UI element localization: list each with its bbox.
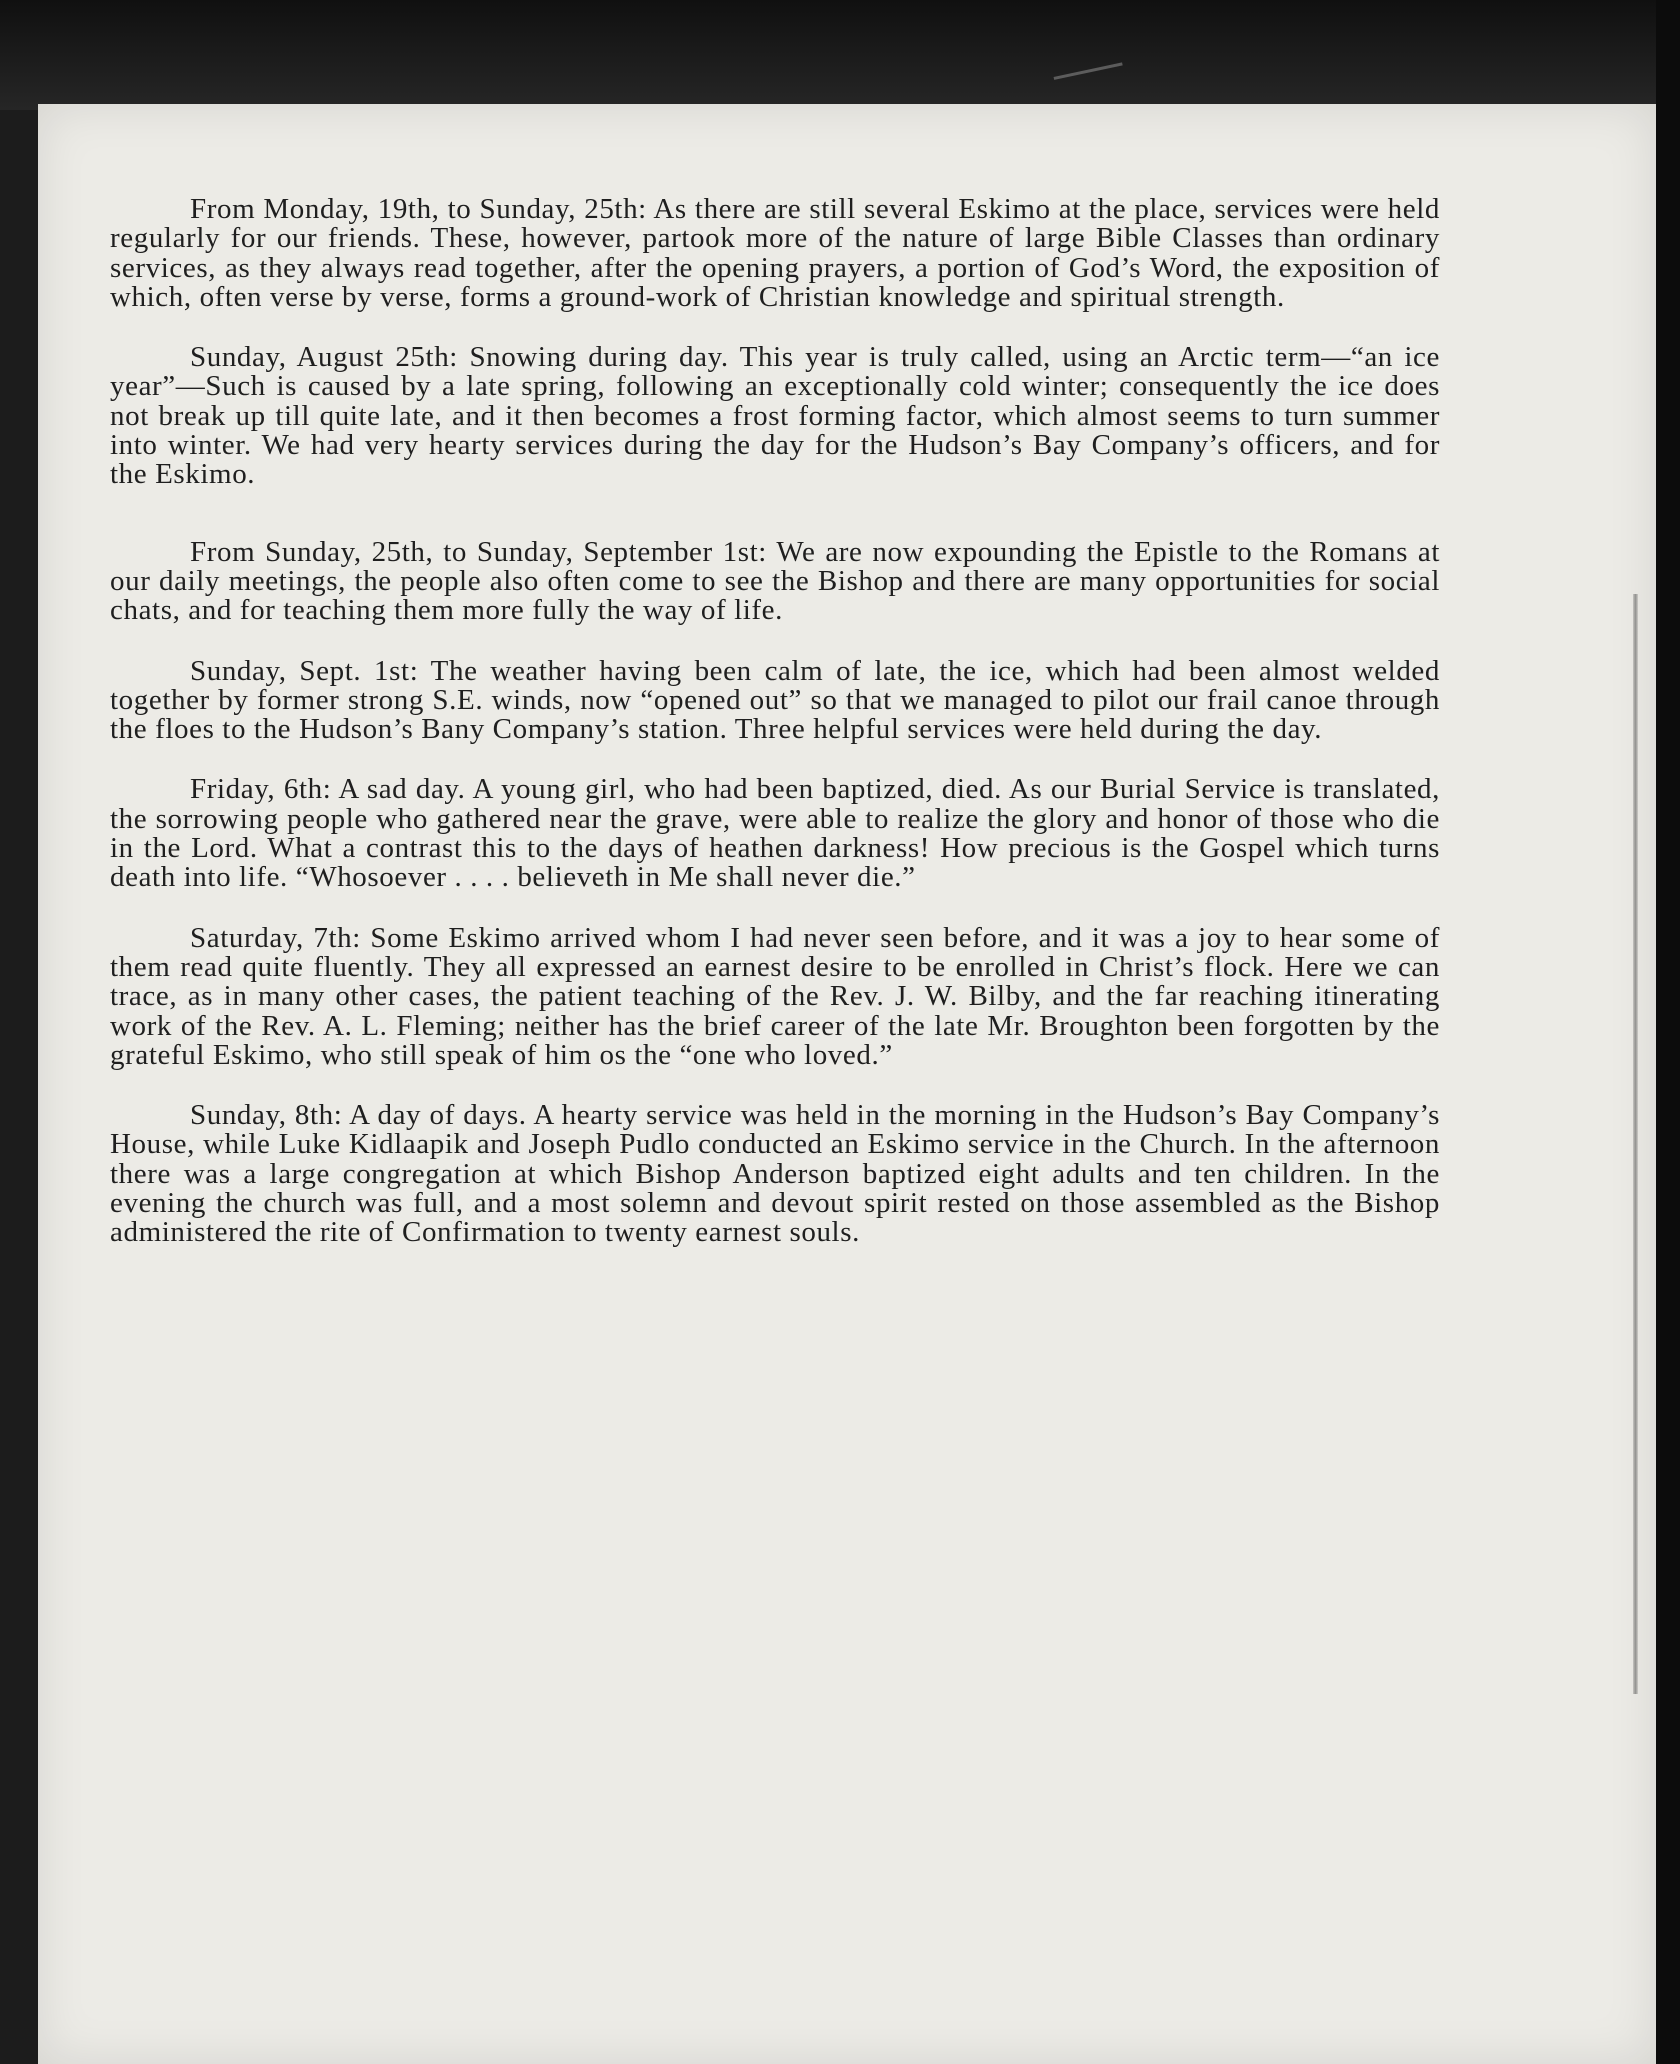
scan-background-right	[1656, 0, 1680, 2064]
page-fold-line	[1633, 594, 1638, 1694]
paragraph-friday-6th: Friday, 6th: A sad day. A young girl, who had been baptized, died. As our Burial Service is translated, the sorrowing people who gathered near the grave, were able to realize the glory and honor of those who die in the Lord. What a contrast this to the days of heathen darkness! How precious is the Gospel which turns death into life. “Whosoever . . . . believeth in Me shall never die.”	[110, 773, 1440, 894]
scan-background-top	[0, 0, 1680, 110]
paragraph-saturday-7th: Saturday, 7th: Some Eskimo arrived whom I had never seen before, and it was a joy to hear some of them read quite fluently. They all expressed an earnest desire to be enrolled in Christ’s flock. Here we can trace, as in many other cases, the patient teaching of the Rev. J. W. Bilby, and the far reaching itinerating work of the Rev. A. L. Fleming; neither has the brief career of the late Mr. Broughton been forgotten by the grateful Eskimo, who still speak of him os the “one who loved.”	[110, 921, 1440, 1071]
paragraph-sunday-25th-to-sept-1st: From Sunday, 25th, to Sunday, September 1st: We are now expounding the Epistle to the Romans at our daily meetings, the people also often come to see the Bishop and there are many opportunities for social chats, and for teaching them more fully the way of life.	[110, 535, 1440, 627]
paragraph-sunday-sept-1st: Sunday, Sept. 1st: The weather having been calm of late, the ice, which had been almost welded together by former strong S.E. winds, now “opened out” so that we managed to pilot our frail canoe through the floes to the Hudson’s Bany Company’s station. Three helpful services were held during the day.	[110, 654, 1440, 746]
paragraph-sunday-8th: Sunday, 8th: A day of days. A hearty service was held in the morning in the Hudson’s Bay Company’s House, while Luke Kidlaapik and Joseph Pudlo conducted an Eskimo service in the Church. In the afternoon there was a large congregation at which Bishop Anderson baptized eight adults and ten children. In the evening the church was full, and a most solemn and devout spirit rested on those assembled as the Bishop administered the rite of Confirmation to twenty earnest souls.	[110, 1099, 1440, 1249]
paragraph-monday-19th: From Monday, 19th, to Sunday, 25th: As there are still several Eskimo at the place, services were held regularly for our friends. These, however, partook more of the nature of large Bible Classes than ordinary services, as they always read together, after the opening prayers, a portion of God’s Word, the exposition of which, often verse by verse, forms a ground-work of Christian knowledge and spiritual strength.	[110, 193, 1440, 313]
document-body	[110, 195, 1440, 1279]
paragraph-sunday-august-25th: Sunday, August 25th: Snowing during day. This year is truly called, using an Arctic term—“an ice year”—Such is caused by a late spring, following an exceptionally cold winter; consequently the ice does not break up till quite late, and it then becomes a frost forming factor, which almost seems to turn summer into winter. We had very hearty services during the day for the Hudson’s Bay Company’s officers, and for the Eskimo.	[110, 341, 1440, 491]
